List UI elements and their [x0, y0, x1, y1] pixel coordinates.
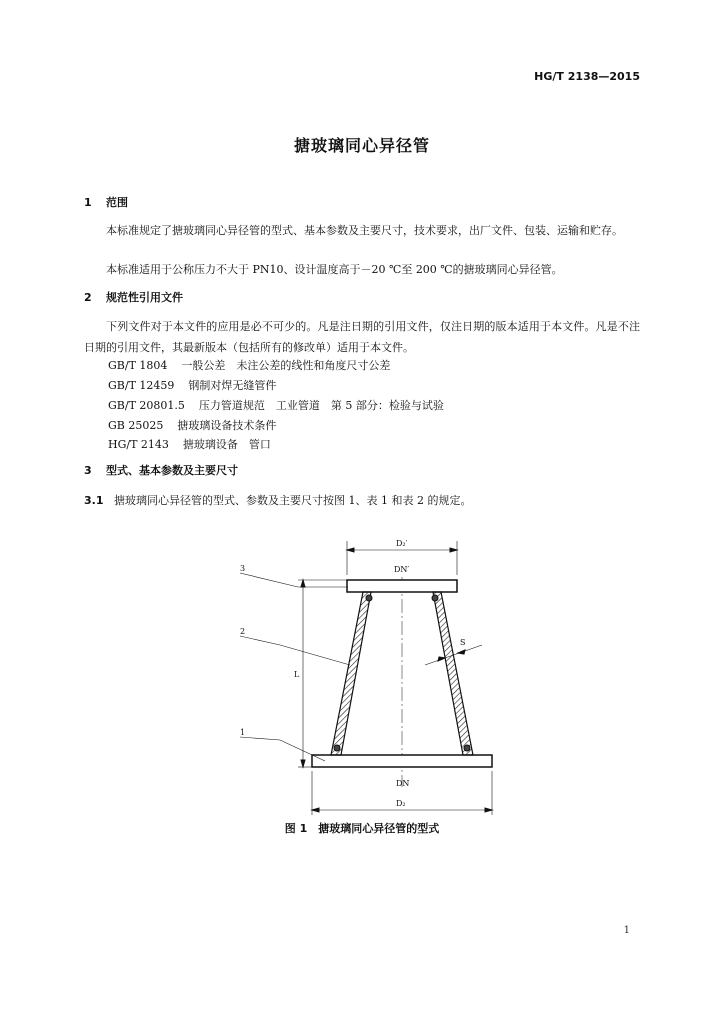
section-2-title: 规范性引用文件 — [106, 291, 183, 304]
gasket-left-top — [366, 595, 372, 601]
gasket-right-bottom — [464, 745, 470, 751]
reference-name: 压力管道规范 工业管道 第 5 部分：检验与试验 — [198, 399, 444, 412]
reference-code: GB/T 1804 — [108, 359, 168, 372]
clause-3-1 — [84, 492, 471, 508]
top-dimension-label: D₂′ — [396, 539, 408, 548]
reference-code: GB/T 12459 — [108, 379, 175, 392]
section-2-number: 2 — [84, 291, 92, 304]
reference-code: GB/T 20801.5 — [108, 399, 185, 412]
clause-number: 3.1 — [84, 494, 104, 507]
callout-1: 1 — [240, 728, 246, 737]
clause-text: 搪玻璃同心异径管的型式、参数及主要尺寸按图 1、表 1 和表 2 的规定。 — [114, 494, 472, 507]
reference-code: GB 25025 — [108, 419, 164, 432]
callout-2: 2 — [240, 627, 246, 636]
page-title: 搪玻璃同心异径管 — [293, 136, 430, 155]
length-label: L — [294, 670, 300, 679]
reducer-drawing — [220, 525, 510, 820]
reference-item — [108, 377, 276, 393]
section-1-paragraph-1 — [84, 220, 640, 241]
section-3-title: 型式、基本参数及主要尺寸 — [106, 464, 238, 477]
section-2-heading — [84, 289, 183, 305]
bottom-flange — [312, 755, 492, 767]
page-number: 1 — [623, 925, 630, 936]
reference-name: 搪玻璃设备技术条件 — [177, 419, 277, 432]
leader-callout-2 — [240, 636, 350, 665]
reference-code: HG/T 2143 — [108, 438, 169, 451]
reference-name: 钢制对焊无缝管件 — [188, 379, 277, 392]
section-2-text: 下列文件对于本文件的应用是必不可少的。凡是注日期的引用文件，仅注日期的版本适用于本文件。凡是不注日期的引用文件，其最新版本（包括所有的修改单）适用于本文件。 — [84, 320, 640, 354]
gasket-left-bottom — [334, 745, 340, 751]
section-2-paragraph — [84, 316, 640, 358]
reference-item — [108, 357, 390, 373]
reference-name: 一般公差 未注公差的线性和角度尺寸公差 — [181, 359, 391, 372]
callout-3: 3 — [240, 564, 246, 573]
figure-caption: 图 1 搪玻璃同心异径管的型式 — [284, 822, 440, 835]
reference-item — [108, 436, 271, 452]
left-cone-wall — [331, 592, 371, 755]
bottom-dn-label: DN — [396, 779, 410, 788]
reference-item — [108, 397, 444, 413]
section-1-number: 1 — [84, 196, 92, 209]
top-dn-label: DN′ — [394, 565, 410, 574]
bottom-dimension-label: D₂ — [396, 799, 406, 808]
standard-number: HG/T 2138—2015 — [534, 70, 640, 83]
section-1-paragraph-2 — [84, 259, 640, 280]
thickness-label: S — [460, 638, 466, 647]
right-cone-wall — [433, 592, 473, 755]
reference-item — [108, 417, 276, 433]
section-1-text-1: 本标准规定了搪玻璃同心异径管的型式、基本参数及主要尺寸，技术要求，出厂文件、包装、运输和贮存。 — [106, 224, 623, 237]
top-flange — [347, 580, 457, 592]
reference-name: 搪玻璃设备 管口 — [182, 438, 271, 451]
section-1-text-2: 本标准适用于公称压力不大于 PN10、设计温度高于－20 ℃至 200 ℃的搪玻璃同心异径管。 — [106, 263, 563, 276]
section-1-title: 范围 — [106, 196, 128, 209]
gasket-right-top — [432, 595, 438, 601]
section-3-number: 3 — [84, 464, 92, 477]
section-1-heading — [84, 194, 128, 210]
section-3-heading — [84, 462, 238, 478]
